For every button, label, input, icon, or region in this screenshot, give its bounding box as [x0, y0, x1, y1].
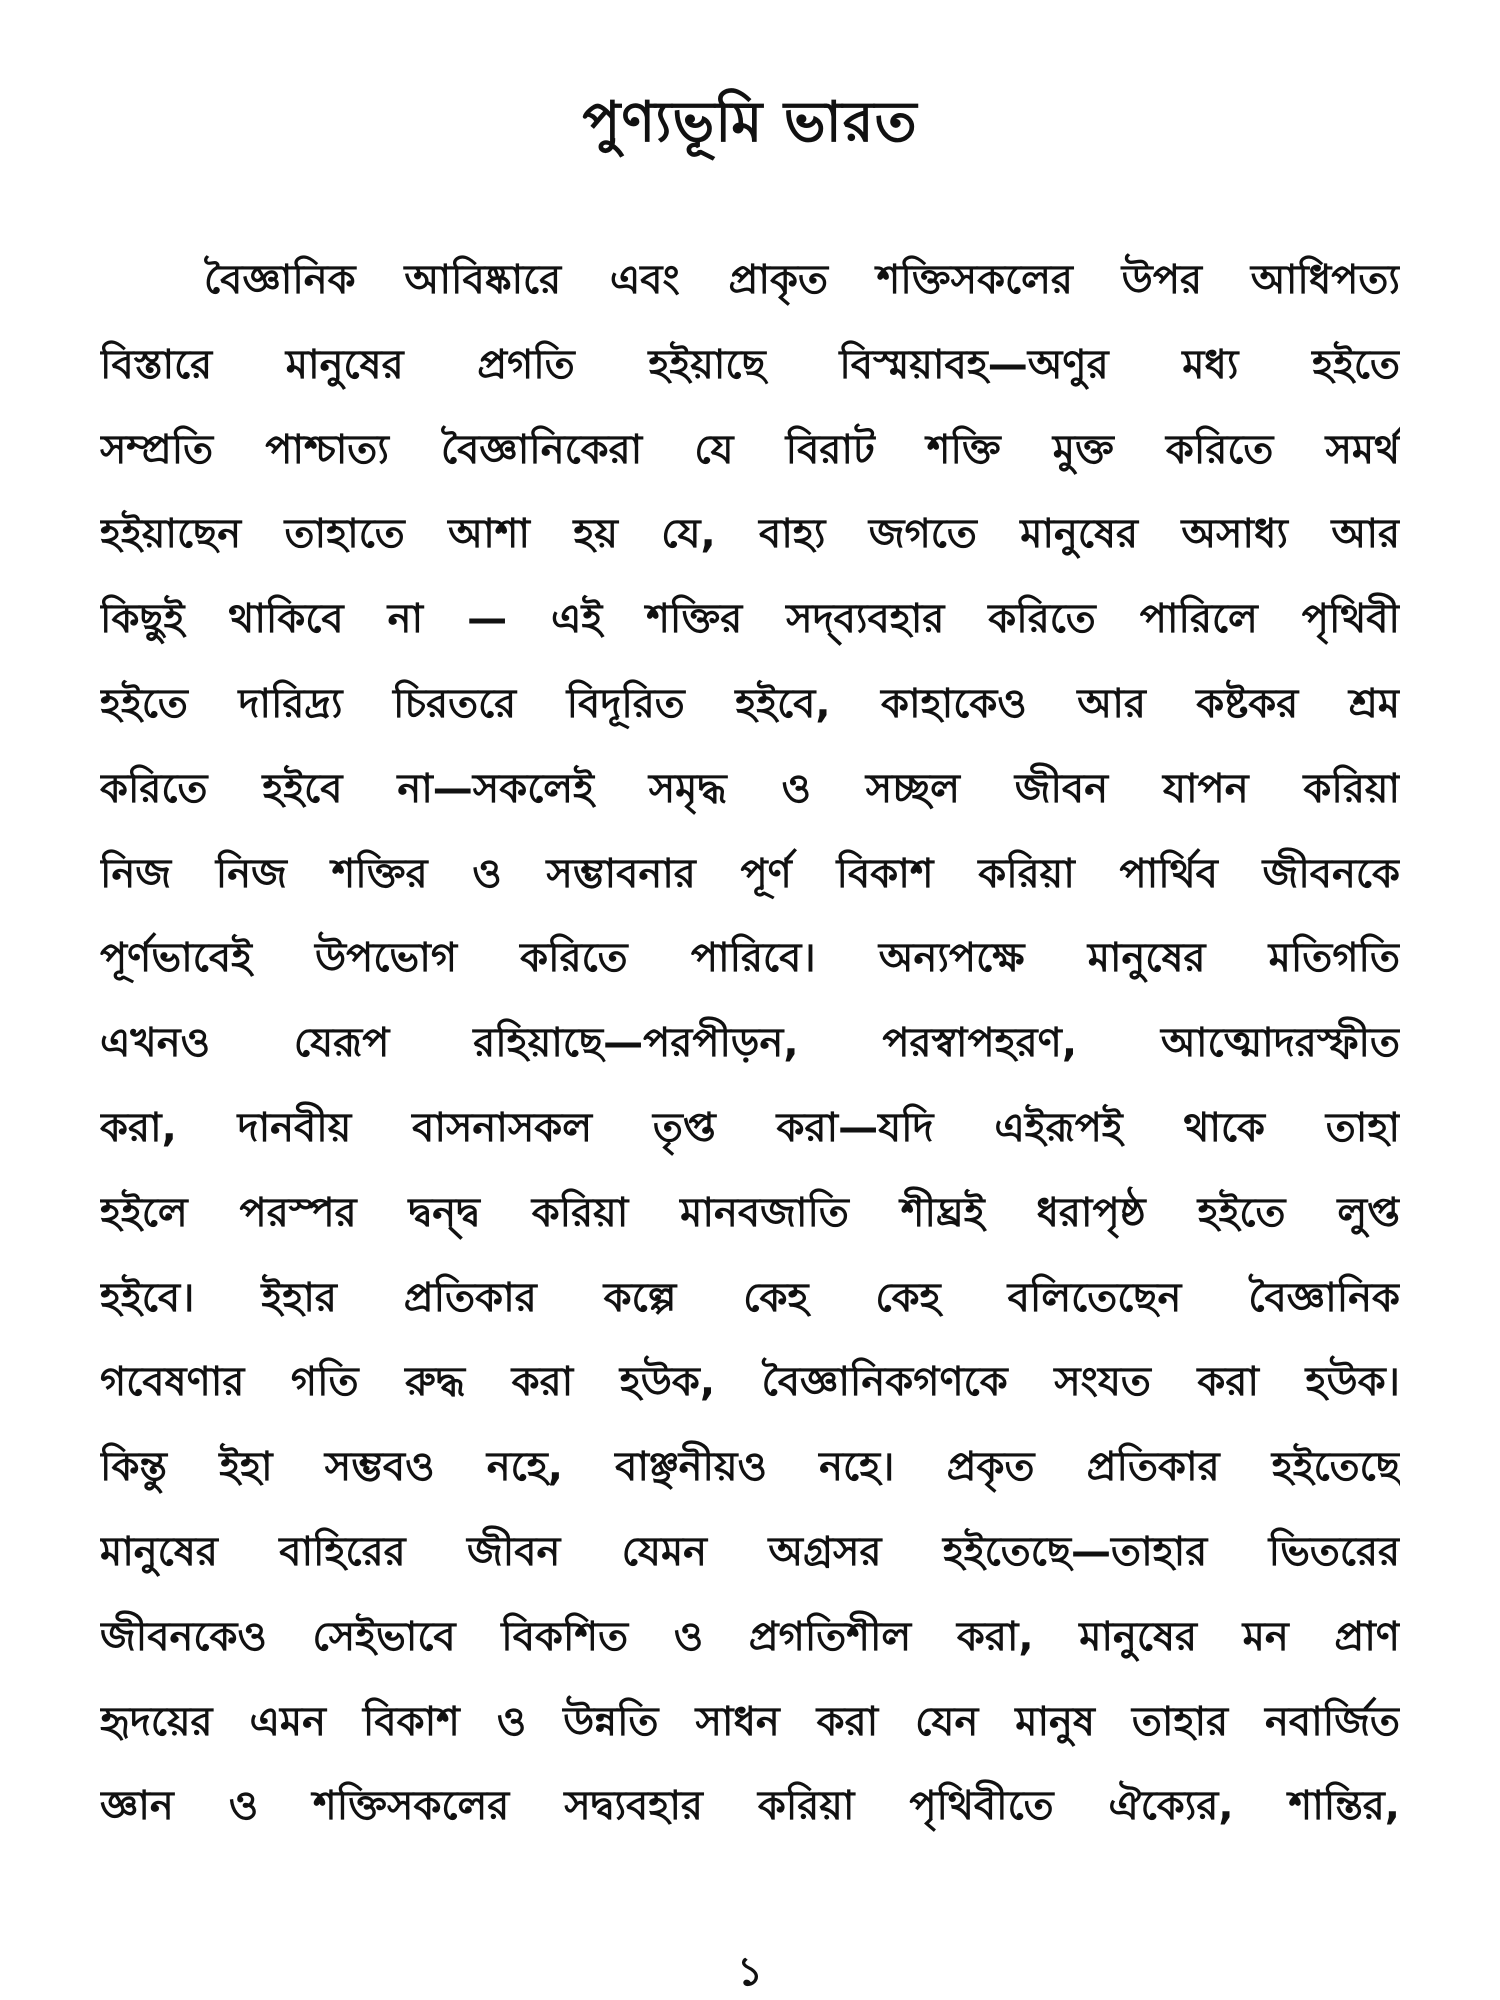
text-line-10: এখনও যেরূপ রহিয়াছে—পরপীড়ন, পরস্বাপহরণ, আত্মোদরস্ফীত: [100, 1020, 1400, 1067]
text-line-18: হৃদয়ের এমন বিকাশ ও উন্নতি সাধন করা যেন মানুষ তাহার নবার্জিত: [100, 1698, 1400, 1745]
text-line-19: জ্ঞান ও শক্তিসকলের সদ্ব্যবহার করিয়া পৃথিবীতে ঐক্যের, শান্তির,: [100, 1783, 1400, 1830]
text-line-14: গবেষণার গতি রুদ্ধ করা হউক, বৈজ্ঞানিকগণকে সংযত করা হউক।: [100, 1359, 1400, 1406]
text-line-4: হইয়াছেন তাহাতে আশা হয় যে, বাহ্য জগতে মানুষের অসাধ্য আর: [100, 511, 1400, 558]
text-line-11: করা, দানবীয় বাসনাসকল তৃপ্ত করা—যদি এইরূপই থাকে তাহা: [100, 1104, 1400, 1151]
text-line-7: করিতে হইবে না—সকলেই সমৃদ্ধ ও সচ্ছল জীবন যাপন করিয়া: [100, 765, 1400, 812]
page-number: ১: [737, 1949, 763, 1995]
text-line-5: কিছুই থাকিবে না — এই শক্তির সদ্‌ব্যবহার করিতে পারিলে পৃথিবী: [100, 596, 1400, 643]
text-line-16: মানুষের বাহিরের জীবন যেমন অগ্রসর হইতেছে—তাহার ভিতরের: [100, 1528, 1400, 1575]
text-line-8: নিজ নিজ শক্তির ও সম্ভাবনার পূর্ণ বিকাশ করিয়া পার্থিব জীবনকে: [100, 850, 1400, 897]
text-line-9: পূর্ণভাবেই উপভোগ করিতে পারিবে। অন্যপক্ষে মানুষের মতিগতি: [100, 935, 1400, 982]
text-line-15: কিন্তু ইহা সম্ভবও নহে, বাঞ্ছনীয়ও নহে। প্রকৃত প্রতিকার হইতেছে: [100, 1444, 1400, 1491]
text-line-6: হইতে দারিদ্র্য চিরতরে বিদূরিত হইবে, কাহাকেও আর কষ্টকর শ্রম: [100, 680, 1400, 727]
body-paragraph: [100, 238, 1400, 1849]
text-line-12: হইলে পরস্পর দ্বন্দ্ব করিয়া মানবজাতি শীঘ্রই ধরাপৃষ্ঠ হইতে লুপ্ত: [100, 1189, 1400, 1236]
text-line-2: বিস্তারে মানুষের প্রগতি হইয়াছে বিস্ময়াবহ—অণুর মধ্য হইতে: [100, 341, 1400, 388]
text-line-1: বৈজ্ঞানিক আবিষ্কারে এবং প্রাকৃত শক্তিসকলের উপর আধিপত্য: [204, 257, 1400, 303]
page-title: পুণ্যভূমি ভারত: [582, 90, 918, 155]
text-line-3: সম্প্রতি পাশ্চাত্য বৈজ্ঞানিকেরা যে বিরাট শক্তি মুক্ত করিতে সমর্থ: [100, 426, 1400, 473]
text-line-17: জীবনকেও সেইভাবে বিকশিত ও প্রগতিশীল করা, মানুষের মন প্রাণ: [100, 1613, 1400, 1660]
text-line-13: হইবে। ইহার প্রতিকার কল্পে কেহ কেহ বলিতেছেন বৈজ্ঞানিক: [100, 1274, 1400, 1321]
